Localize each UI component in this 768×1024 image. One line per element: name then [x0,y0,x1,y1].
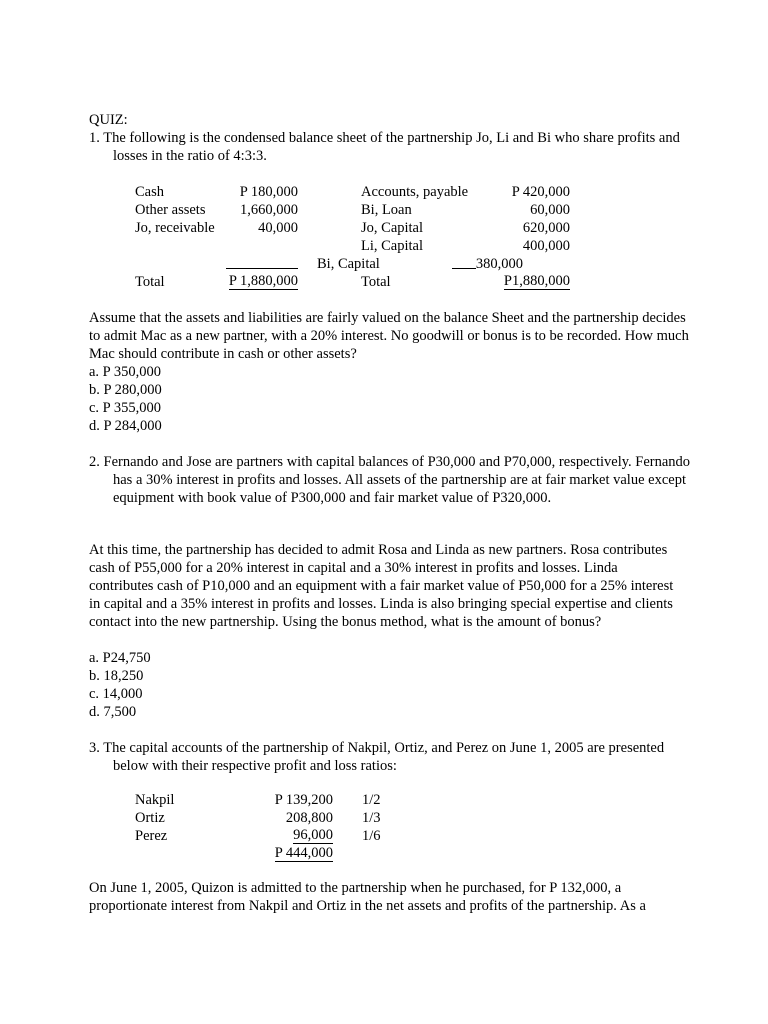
choice-b: b. 18,250 [89,668,144,684]
choice-d: d. 7,500 [89,704,137,720]
sum-line [226,268,298,269]
quiz-title: QUIZ: [89,112,128,128]
choice-a: a. P 350,000 [89,364,161,380]
partner-amount: 208,800 [285,810,333,826]
liability-value: 620,000 [522,220,570,236]
choice-b: b. P 280,000 [89,382,162,398]
asset-value: P 180,000 [239,184,298,200]
choice-c: c. P 355,000 [89,400,161,416]
partner-name: Ortiz [135,810,165,826]
choice-d: d. P 284,000 [89,418,162,434]
question-1-prompt: Assume that the assets and liabilities are fairly valued on the balance Sheet and the partnership decides to admit Mac as a new partner, with a 20% interest. No goodwill or bonus is to be recorded. How much Mac should contribute in cash or other assets? [89,310,689,362]
partner-name: Nakpil [135,792,175,808]
total-liabilities: P1,880,000 [503,273,570,289]
question-2-text: 2. Fernando and Jose are partners with capital balances of P30,000 and P70,000, respectively. Fernando has a 30% interest in profits and losses. All assets of the partnership are at fair market value except equipment with book value of P300,000 and fair market value of P320,000. [89,454,691,506]
partner-amount: P 139,200 [274,792,333,808]
liability-label: Jo, Capital [361,220,424,236]
question-3-prompt: On June 1, 2005, Quizon is admitted to the partnership when he purchased, for P 132,000, a proportionate interest from Nakpil and Ortiz in the net assets and profits of the partnership. As a [89,880,646,914]
liability-value: 60,000 [530,202,570,218]
total-assets: P 1,880,000 [228,273,298,289]
partner-ratio: 1/6 [362,828,381,844]
partner-name: Perez [135,828,168,844]
partner-amount: 96,000 [293,827,333,843]
asset-label: Other assets [135,202,206,218]
total-label: Total [361,274,391,290]
choice-c: c. 14,000 [89,686,143,702]
asset-value: 1,660,000 [240,202,298,218]
question-1-text: 1. The following is the condensed balance sheet of the partnership Jo, Li and Bi who share profits and losses in the ratio of 4:3:3. [89,130,680,164]
liability-value: 380,000 [475,256,523,272]
choice-a: a. P24,750 [89,650,151,666]
liability-value: 400,000 [522,238,570,254]
liability-label: Bi, Capital [317,256,380,272]
liability-label: Bi, Loan [361,202,412,218]
sum-line [452,268,476,269]
liability-label: Accounts, payable [361,184,469,200]
total-label: Total [135,274,165,290]
question-3-text: 3. The capital accounts of the partnership of Nakpil, Ortiz, and Perez on June 1, 2005 are presented below with their respective profit and loss ratios: [89,740,665,774]
partner-ratio: 1/2 [362,792,381,808]
liability-label: Li, Capital [361,238,424,254]
partner-ratio: 1/3 [362,810,381,826]
liability-value: P 420,000 [511,184,570,200]
capital-total: P 444,000 [274,845,333,861]
question-2-prompt: At this time, the partnership has decided to admit Rosa and Linda as new partners. Rosa contributes cash of P55,000 for a 20% interest in capital and a 30% interest in profits and losses. Linda contributes cash of P10,000 and an equipment with a fair market value of P50,000 for a 25% interest in capital and a 35% interest in profits and losses. Linda is also bringing special expertise and clients contact into the new partnership. Using the bonus method, what is the amount of bonus? [89,542,674,630]
asset-label: Jo, receivable [135,220,215,236]
asset-label: Cash [135,184,164,200]
asset-value: 40,000 [258,220,298,236]
